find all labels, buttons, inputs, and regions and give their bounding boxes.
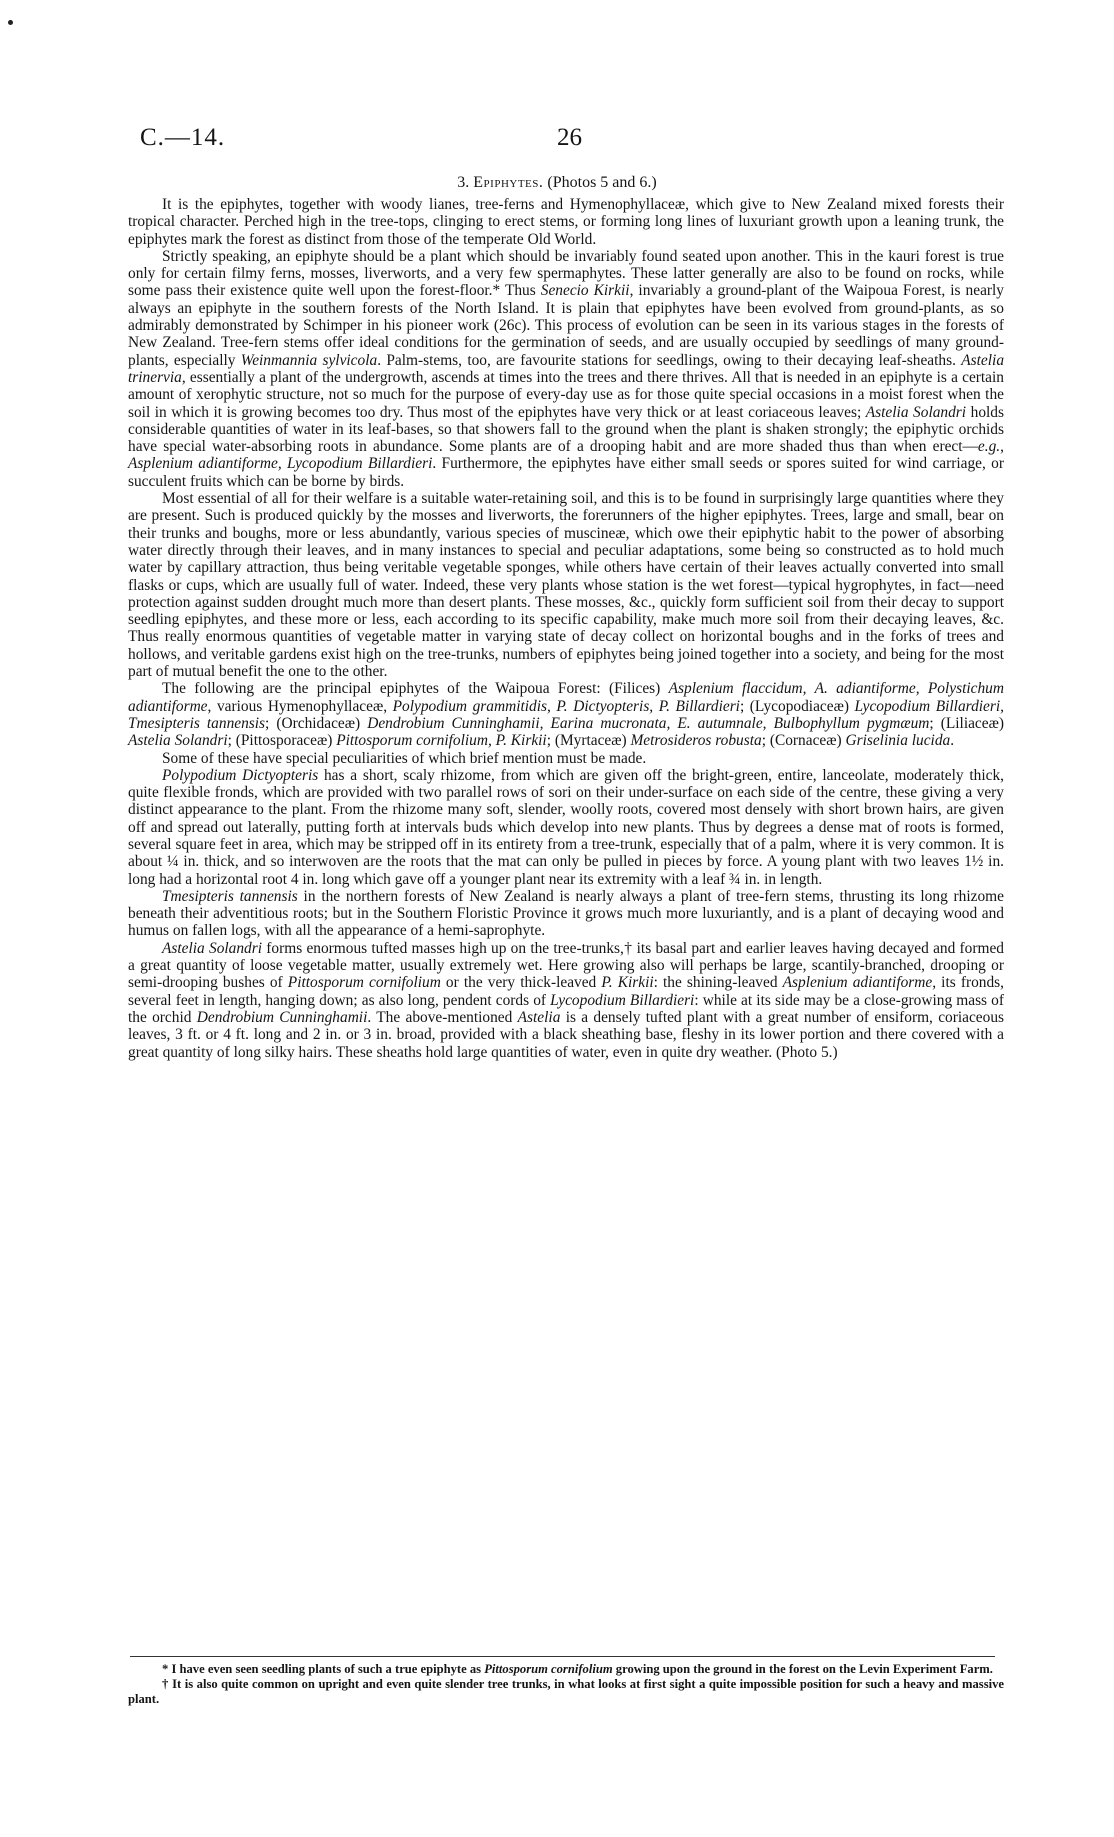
text-run: growing upon the ground in the forest on the Levin Experiment Farm. bbox=[612, 1662, 993, 1676]
text-run: It is the epiphytes, together with woody lianes, tree-ferns and Hymenophyllaceæ, which give to New Zealand mixed forests their tropical character. Perched high in the tree-tops, clinging to erect stems, or forming long lines of luxuriant growth upon a leaning trunk, the epiphytes mark the forest as distinct from those of the temperate Old World. bbox=[128, 196, 1004, 248]
italic-term: Astelia Solandri bbox=[162, 939, 263, 957]
paragraph bbox=[128, 248, 1004, 490]
scan-mark bbox=[8, 20, 13, 25]
text-run: or the very thick-leaved bbox=[440, 974, 602, 992]
text-run: holds considerable quantities of water in its leaf-bases, so that showers fall to the ground when the plant is shaken strongly; the epiphytic orchids have special water-absorbing roots in abundance. Some plants are of a drooping habit and are more shaded thus than when erect— bbox=[128, 403, 1004, 456]
paragraph bbox=[128, 888, 1004, 940]
text-run: The following are the principal epiphytes of the Waipoua Forest: (Filices) bbox=[162, 680, 669, 698]
text-run: . bbox=[950, 732, 955, 750]
text-run: , bbox=[1000, 438, 1004, 456]
text-run: ; (Cornaceæ) bbox=[761, 732, 846, 750]
section-heading bbox=[0, 174, 1114, 192]
paragraph bbox=[128, 196, 1004, 248]
text-run: . Palm-stems, too, are favourite stations for seedlings, owing to their decaying leaf-sheaths. bbox=[377, 351, 962, 369]
report-reference: C.—14. bbox=[140, 124, 226, 151]
text-run: Most essential of all for their welfare is a suitable water-retaining soil, and this is to be found in surprisingly large quantities where they are present. Such is produced quickly by the mosses and liverworts, the forerunners of the higher epiphytes. Trees, large and small, bear on their trunks and boughs, more or less abundantly, various species of muscineæ, which owe their epiphytic habit to the power of absorbing water directly through their leaves, and in many instances to special and peculiar adaptations, some being so constructed as to hold much water by capillary attraction, thus being veritable vegetable sponges, while others have certain of their leaves actually converted into small flasks or cups, which are usually full of water. Indeed, these very plants whose station is the wet forest—typical hygrophytes, in fact—need protection against sudden drought much more than desert plants. These mosses, &c., quickly form sufficient soil from their decay to support seedling epiphytes, and these more or less, each according to its specific capability, make much more soil from their decaying leaves, &c. Thus really enormous quantities of vegetable matter in varying state of decay collect on horizontal boughs and in the forks of trees and hollows, and veritable gardens exist high on the tree-trunks, numbers of epiphytes being joined together into a society, and being for the most part of mutual benefit the one to the other. bbox=[128, 490, 1004, 681]
text-run: , invariably a ground-plant of the Waipoua Forest, is nearly always an epiphyte in the southern forests of the North Island. It is plain that epiphytes have been evolved from ground-plants, as so admirably demonstrated by Schimper in his pioneer work (26c). This process of evolution can be seen in its various stages in the forests of New Zealand. Tree-fern stems offer ideal conditions for the germination of seeds, and are usually occupied by seedlings of many ground-plants, especially bbox=[128, 282, 1004, 369]
italic-term: Asplenium adiantiforme, Lycopodium Billardieri bbox=[128, 455, 433, 473]
text-run: ; (Lycopodiaceæ) bbox=[739, 697, 855, 715]
italic-term: Lycopodium Billardieri bbox=[550, 991, 695, 1009]
paragraph bbox=[128, 750, 1004, 767]
section-number: 3. bbox=[457, 174, 470, 191]
section-photos-note: (Photos 5 and 6.) bbox=[547, 174, 657, 191]
text-run: † It is also quite common on upright and even quite slender tree trunks, in what looks at first sight a quite impossible position for such a heavy and massive plant. bbox=[128, 1677, 1004, 1706]
text-run: Some of these have special peculiarities of which brief mention must be made. bbox=[162, 749, 647, 767]
text-run: Strictly speaking, an epiphyte should be a plant which should be invariably found seated upon another. This in the kauri forest is true only for certain filmy ferns, mosses, liverworts, and a very few spermaphytes. These latter generally are also to be found on rocks, while some pass their existence quite well upon the forest-floor.* Thus bbox=[128, 247, 1004, 300]
text-run: , various Hymenophyllaceæ, bbox=[207, 697, 393, 715]
text-run: , essentially a plant of the undergrowth, ascends at times into the trees and there thrives. All that is needed in an epiphyte is a certain amount of xerophytic structure, not so much for the purpose of every-day use as for those quite special occasions in a moist forest when the soil in which it is growing becomes too dry. Thus most of the epiphytes have very thick or at least coriaceous leaves; bbox=[128, 368, 1004, 421]
text-run: has a short, scaly rhizome, from which are given off the bright-green, entire, lanceolate, moderately thick, quite flexible fronds, which are provided with two parallel rows of sori on their under-surface on each side of the centre, these giving a very distinct appearance to the plant. From the rhizome many soft, slender, woolly roots, covered most densely with short brown hairs, are given off and spread out laterally, putting forth at intervals buds which develop into new plants. Thus by degrees a dense mat of roots is formed, several square feet in area, which may be stripped off in its entirety from a tree-trunk, especially that of a palm, where it is very common. It is about ¼ in. thick, and so interwoven are the roots that the mat can only be pulled in pieces by force. A young plant with two leaves 1½ in. long had a horizontal root 4 in. long which gave off a younger plant near its extremity with a leaf ¾ in. in length. bbox=[128, 766, 1004, 888]
text-run: : while at its side may be a close-growing mass of the orchid bbox=[128, 991, 1004, 1026]
text-run: in the northern forests of New Zealand is nearly always a plant of tree-fern stems, thrusting its long rhizome beneath their adventitious roots; but in the Southern Floristic Province it grows much more luxuriantly, and is a plant of decaying wood and humus on fallen logs, with all the appearance of a hemi-saprophyte. bbox=[128, 887, 1004, 940]
page-number: 26 bbox=[557, 124, 582, 151]
text-run: ; (Orchidaceæ) bbox=[265, 714, 368, 732]
section-title: Epiphytes. bbox=[473, 174, 544, 191]
italic-term: Astelia trinervia bbox=[128, 351, 1005, 386]
italic-term: Polypodium grammitidis, P. Dictyopteris, P. Billardieri bbox=[392, 697, 740, 715]
text-run: . The above-mentioned bbox=[367, 1008, 518, 1026]
footnote bbox=[128, 1677, 1004, 1707]
footnotes bbox=[128, 1662, 1004, 1707]
text-run: is a densely tufted plant with a great number of ensiform, coriaceous leaves, 3 ft. or 4 ft. long and 2 in. or 3 in. broad, provided with a black sheathing base, fleshy in its lower portion and there covered with a great quantity of long silky hairs. These sheaths hold large quantities of water, even in quite dry weather. (Photo 5.) bbox=[128, 1008, 1004, 1061]
footnote bbox=[128, 1662, 1004, 1677]
paragraph bbox=[128, 490, 1004, 680]
paragraph bbox=[128, 767, 1004, 888]
italic-term: Polypodium Dictyopteris bbox=[162, 766, 319, 784]
text-run: * I have even seen seedling plants of such a true epiphyte as bbox=[162, 1662, 485, 1676]
paragraph bbox=[128, 680, 1004, 749]
italic-term: e.g. bbox=[977, 438, 1001, 456]
italic-term: Tmesipteris tannensis bbox=[162, 887, 298, 905]
body-text bbox=[128, 196, 1004, 1061]
italic-term: Weinmannia sylvicola bbox=[240, 351, 378, 369]
italic-term: P. Kirkii bbox=[601, 974, 654, 992]
italic-term: Dendrobium Cunninghamii, Earina mucronata, E. autumnale, Bulbophyllum pygmæum bbox=[367, 714, 930, 732]
italic-term: Pittosporum cornifolium, P. Kirkii bbox=[336, 732, 547, 750]
italic-term: Senecio Kirkii bbox=[540, 282, 630, 300]
italic-term: Dendrobium Cunninghamii bbox=[196, 1008, 368, 1026]
text-run: forms enormous tufted masses high up on the tree-trunks,† its basal part and earlier leaves having decayed and formed a great quantity of loose vegetable matter, usually extremely wet. Here growing also will perhaps be large, scantily-branched, drooping or semi-drooping bushes of bbox=[128, 939, 1004, 992]
text-run: , its fronds, several feet in length, hanging down; as also long, pendent cords of bbox=[128, 974, 1004, 1009]
italic-term: Lycopodium Billardieri, Tmesipteris tannensis bbox=[128, 697, 1004, 732]
italic-term: Asplenium adiantiforme bbox=[782, 974, 933, 992]
italic-term: Pittosporum cornifolium bbox=[287, 974, 441, 992]
footnote-divider bbox=[130, 1656, 995, 1657]
italic-term: Metrosideros robusta bbox=[630, 732, 762, 750]
italic-term: Astelia Solandri bbox=[865, 403, 967, 421]
italic-term: Asplenium flaccidum, A. adiantiforme, Polystichum adiantiforme bbox=[128, 680, 1004, 715]
paragraph bbox=[128, 940, 1004, 1061]
text-run: : the shining-leaved bbox=[653, 974, 783, 992]
text-run: ; (Pittosporaceæ) bbox=[227, 732, 337, 750]
italic-term: Pittosporum cornifolium bbox=[484, 1662, 613, 1676]
italic-term: Griselinia lucida bbox=[845, 732, 951, 750]
text-run: ; (Myrtaceæ) bbox=[546, 732, 631, 750]
italic-term: Astelia bbox=[517, 1008, 561, 1026]
italic-term: Astelia Solandri bbox=[128, 732, 228, 750]
text-run: . Furthermore, the epiphytes have either small seeds or spores suited for wind carriage, or succulent fruits which can be borne by birds. bbox=[128, 455, 1005, 490]
text-run: ; (Liliaceæ) bbox=[929, 714, 1004, 732]
